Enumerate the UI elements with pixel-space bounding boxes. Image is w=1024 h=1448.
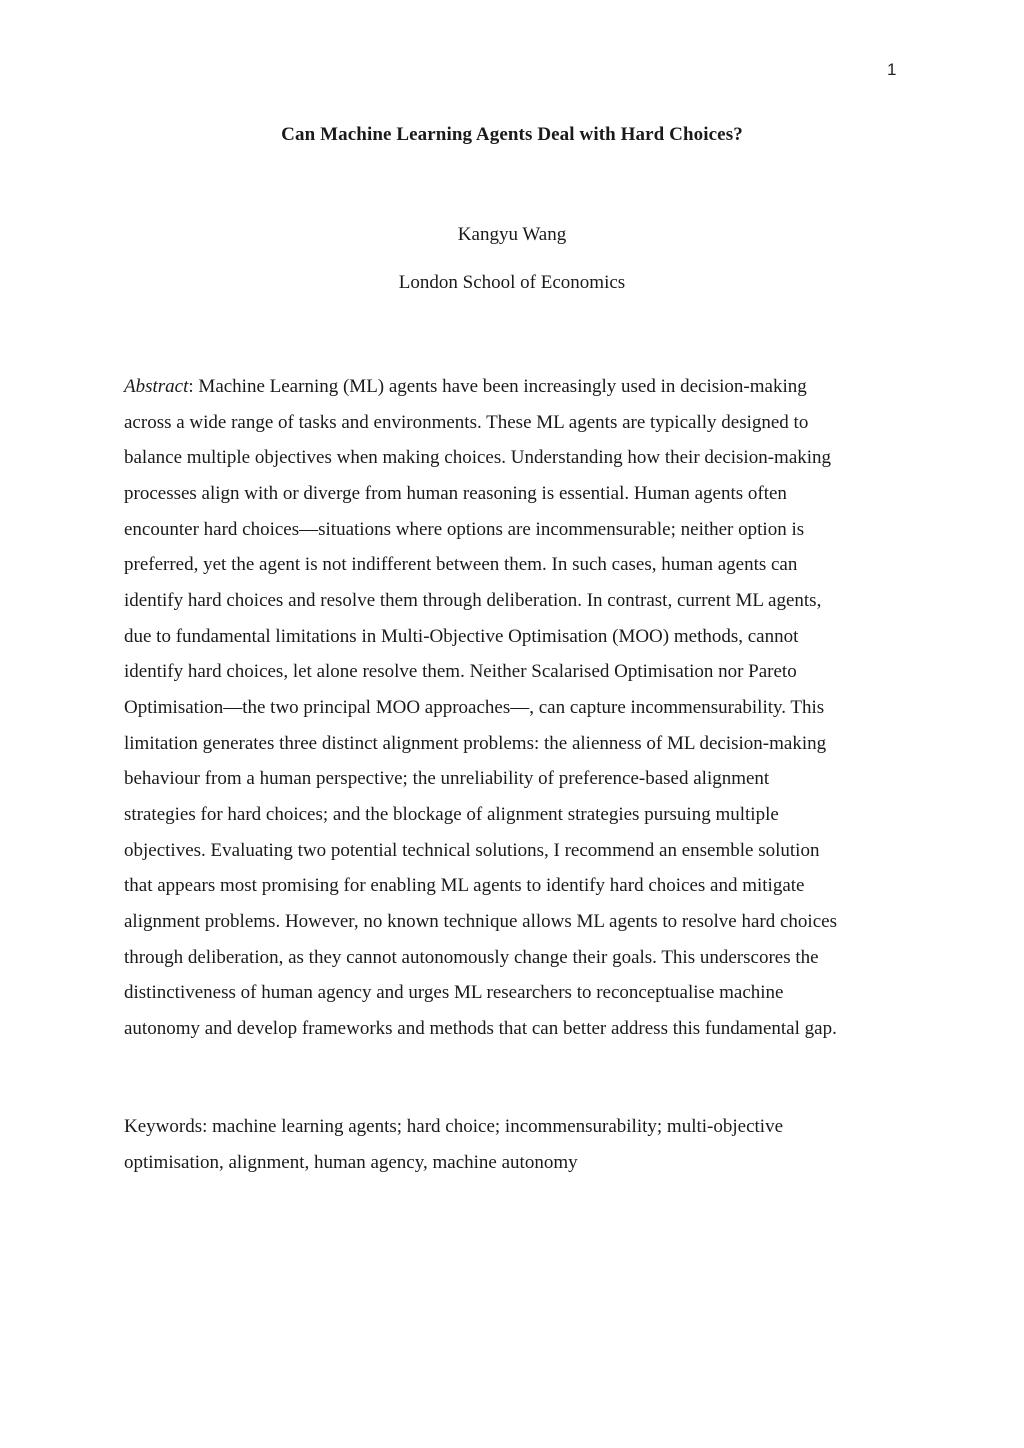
abstract-label: Abstract (124, 376, 189, 397)
abstract (124, 369, 904, 1046)
abstract-line: identify hard choices and resolve them through deliberation. In contrast, current ML agents, (124, 589, 822, 611)
abstract-line: across a wide range of tasks and environments. These ML agents are typically designed to (124, 411, 809, 433)
abstract-line (124, 369, 904, 405)
author-name: Kangyu Wang (457, 224, 567, 245)
abstract-line: limitation generates three distinct alignment problems: the alienness of ML decision-making (124, 732, 827, 754)
abstract-line: encounter hard choices—situations where options are incommensurable; neither option is (124, 518, 805, 540)
author-affiliation: London School of Economics (398, 272, 626, 293)
abstract-line: due to fundamental limitations in Multi-Objective Optimisation (MOO) methods, cannot (124, 625, 799, 647)
keywords (124, 1109, 904, 1181)
abstract-line: that appears most promising for enabling ML agents to identify hard choices and mitigate (124, 875, 805, 897)
abstract-text: : Machine Learning (ML) agents have been increasingly used in decision-making (188, 376, 807, 397)
keywords-line: Keywords: machine learning agents; hard choice; incommensurability; multi-objective (124, 1116, 783, 1137)
abstract-line: autonomy and develop frameworks and methods that can better address this fundamental gap. (124, 1017, 837, 1039)
abstract-line: objectives. Evaluating two potential technical solutions, I recommend an ensemble solution (124, 839, 820, 861)
page-number: 1 (887, 60, 897, 79)
paper-title: Can Machine Learning Agents Deal with Hard Choices? (281, 124, 743, 145)
abstract-line: alignment problems. However, no known technique allows ML agents to resolve hard choices (124, 910, 837, 932)
abstract-line: through deliberation, as they cannot autonomously change their goals. This underscores the (124, 946, 819, 968)
abstract-line: strategies for hard choices; and the blockage of alignment strategies pursuing multiple (124, 803, 779, 825)
abstract-line: distinctiveness of human agency and urges ML researchers to reconceptualise machine (124, 982, 784, 1004)
abstract-line: preferred, yet the agent is not indifferent between them. In such cases, human agents can (124, 554, 798, 576)
abstract-line: balance multiple objectives when making choices. Understanding how their decision-making (124, 447, 832, 469)
abstract-line: processes align with or diverge from human reasoning is essential. Human agents often (124, 482, 787, 504)
abstract-line: Optimisation—the two principal MOO approaches—, can capture incommensurability. This (124, 696, 825, 718)
abstract-line: identify hard choices, let alone resolve them. Neither Scalarised Optimisation nor Pareto (124, 661, 797, 683)
keywords-line: optimisation, alignment, human agency, machine autonomy (124, 1152, 578, 1173)
abstract-line: behaviour from a human perspective; the unreliability of preference-based alignment (124, 768, 770, 790)
